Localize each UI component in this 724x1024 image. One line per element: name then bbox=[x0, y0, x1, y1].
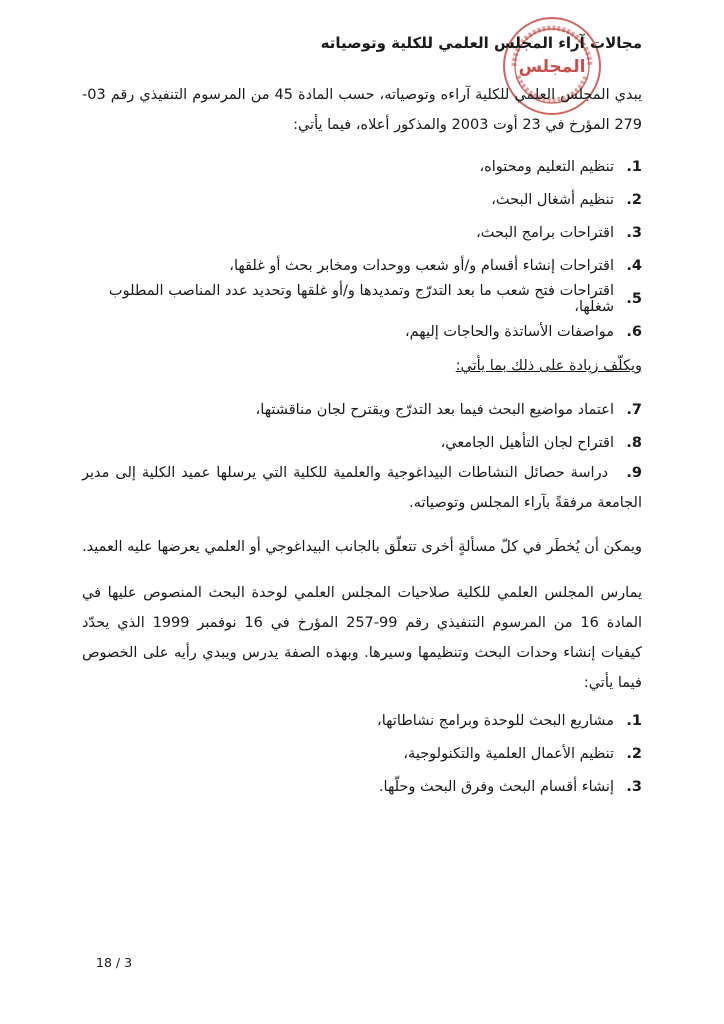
item-number: 1. bbox=[626, 712, 642, 729]
svg-text:المجلس: المجلس bbox=[518, 57, 586, 77]
subheading: ويكلّف زيادة على ذلك بما يأتي: bbox=[455, 358, 642, 374]
list-item bbox=[82, 150, 642, 183]
list-item bbox=[82, 183, 642, 216]
item-text: مواصفات الأساتذة والحاجات إليهم، bbox=[404, 323, 614, 340]
paragraph-referral: ويمكن أن يُخطَر في كلّ مسألةٍ أخرى تتعلّق بالجانب البيداغوجي أو العلمي يعرضها عليه العميد. bbox=[82, 539, 642, 555]
list-item bbox=[82, 249, 642, 282]
item-number: 6. bbox=[626, 323, 642, 340]
item-text: اقتراح لجان التأهيل الجامعي، bbox=[440, 434, 614, 451]
item-text: اقتراحات إنشاء أقسام و/أو شعب ووحدات ومخابر بحث أو غلقها، bbox=[229, 257, 614, 274]
item-number: 7. bbox=[626, 401, 642, 418]
item-number: 2. bbox=[626, 191, 642, 208]
opinions-list bbox=[82, 150, 642, 348]
list-item bbox=[82, 704, 642, 737]
item-text: اقتراحات برامج البحث، bbox=[476, 224, 614, 241]
item-number: 4. bbox=[626, 257, 642, 274]
item-number: 3. bbox=[626, 778, 642, 795]
list-item bbox=[82, 315, 642, 348]
item-text: مشاريع البحث للوحدة وبرامج نشاطاتها، bbox=[377, 712, 614, 729]
page-title: مجالات آراء المجلس العلمي للكلية وتوصياته bbox=[320, 34, 642, 52]
page-number: 18 / 3 bbox=[96, 955, 133, 970]
item-text: تنظيم التعليم ومحتواه، bbox=[479, 158, 614, 175]
item-number: 9. bbox=[626, 465, 643, 481]
paragraph-research-unit: يمارس المجلس العلمي للكلية صلاحيات المجلس العلمي لوحدة البحث المنصوص عليها في المادة 16 من المرسوم التنفيذي رقم 99-257 المؤرخ في 16 نوفمبر 1999 الذي يحدّد كيفيات إنشاء وحدات البحث وتنظيمها وسيرها. وبهذه الصفة يدرس ويبدي رأيه على الخصوص فيما يأتي: bbox=[82, 585, 643, 691]
item-text: دراسة حصائل النشاطات البيداغوجية والعلمية للكلية التي يرسلها عميد الكلية إلى مدير الجامعة مرفقةً بآراء المجلس وتوصياته. bbox=[82, 465, 642, 511]
list-item bbox=[82, 737, 642, 770]
item-number: 1. bbox=[626, 158, 642, 175]
item-text: تنظيم الأعمال العلمية والتكنولوجية، bbox=[403, 745, 614, 762]
item-number: 5. bbox=[626, 290, 642, 307]
list-item-9 bbox=[82, 458, 642, 518]
item-number: 8. bbox=[626, 434, 642, 451]
item-number: 2. bbox=[626, 745, 642, 762]
research-unit-list bbox=[82, 704, 642, 803]
list-item bbox=[82, 216, 642, 249]
list-item bbox=[82, 770, 642, 803]
item-number: 3. bbox=[626, 224, 642, 241]
item-text: اقتراحات فتح شعب ما بعد التدرّج وتمديدها و/أو غلقها وتحديد عدد المناصب المطلوب شغلها، bbox=[108, 282, 614, 315]
duties-list bbox=[82, 393, 642, 459]
item-text: إنشاء أقسام البحث وفرق البحث وحلّها. bbox=[378, 778, 614, 795]
item-text: اعتماد مواضيع البحث فيما بعد التدرّج ويقترح لجان مناقشتها، bbox=[255, 401, 614, 418]
list-item bbox=[82, 282, 642, 315]
intro-paragraph: يبدي المجلس العلمي للكلية آراءه وتوصياته، حسب المادة 45 من المرسوم التنفيذي رقم 03-279 المؤرخ في 23 أوت 2003 والمذكور أعلاه، فيما يأتي: bbox=[82, 87, 642, 133]
list-item bbox=[82, 393, 642, 426]
item-text: تنظيم أشغال البحث، bbox=[491, 191, 614, 208]
list-item bbox=[82, 426, 642, 459]
